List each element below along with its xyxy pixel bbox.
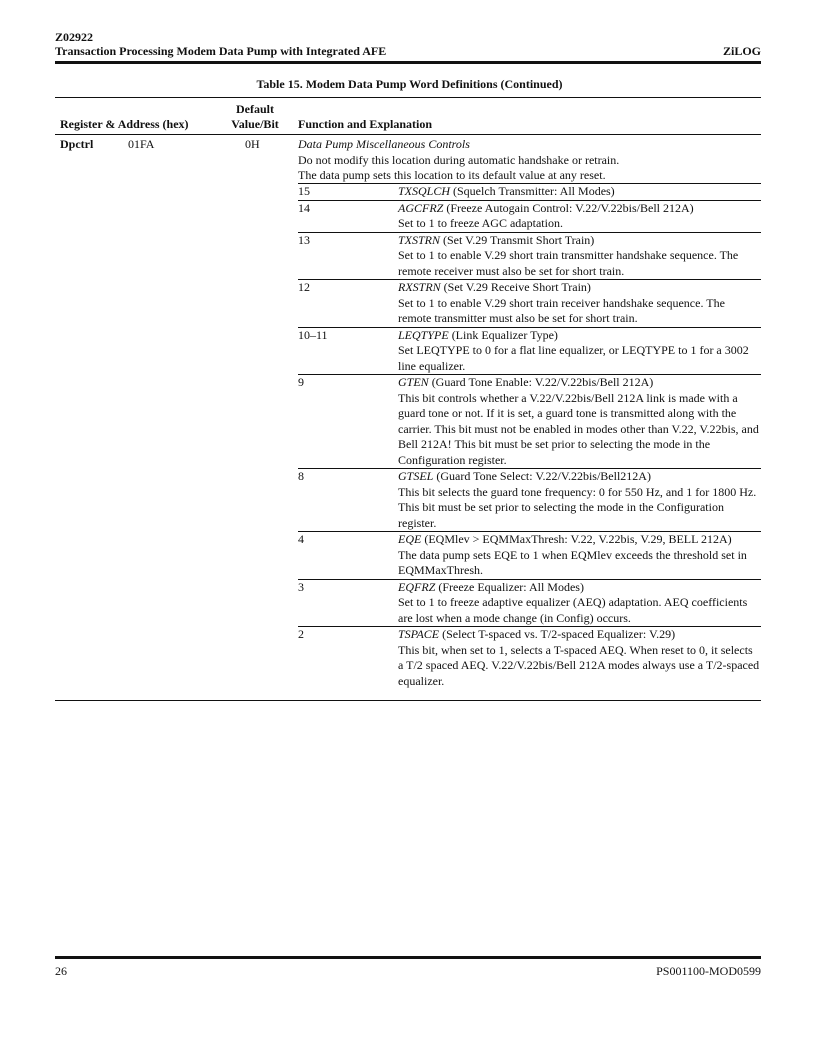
brand-name: ZiLOG xyxy=(722,44,761,58)
bit-text: This bit controls whether a V.22/V.22bis/Bell 212A link is made with a guard tone or not. If it is set, a guard tone is transmitted along with the carrier. This bit must not be enabled in modes other than V.22, V.22bis, and Bell 212A! This bit must be set prior to selecting the mode in the Configuration register. xyxy=(398,390,759,467)
bit-number: 15 xyxy=(298,184,310,198)
bit-title: (Freeze Autogain Control: V.22/V.22bis/Bell 212A) xyxy=(443,200,694,215)
bit-row xyxy=(298,468,761,531)
bit-list xyxy=(298,183,761,689)
footer-rule xyxy=(55,956,761,959)
bit-number: 3 xyxy=(298,579,304,594)
register-note-2: The data pump sets this location to its default value at any reset. xyxy=(298,168,606,182)
col-header-default xyxy=(215,102,295,132)
register-address: 01FA xyxy=(128,137,155,151)
bit-description xyxy=(398,532,761,579)
bit-name: GTSEL xyxy=(398,469,434,483)
bit-number: 4 xyxy=(298,532,304,546)
bit-number: 9 xyxy=(298,375,304,389)
bit-description xyxy=(398,233,761,280)
bit-number: 13 xyxy=(298,232,310,247)
bit-name: EQFRZ xyxy=(398,579,436,594)
bit-name: TXSQLCH xyxy=(398,184,451,198)
doc-code: PS001100-MOD0599 xyxy=(656,964,761,978)
bit-title: (Link Equalizer Type) xyxy=(448,327,558,342)
bit-name: TSPACE xyxy=(398,627,440,641)
bit-row xyxy=(298,579,761,627)
bit-title: (Select T-spaced vs. T/2-spaced Equalizer: V.29) xyxy=(439,627,676,641)
bit-number: 10–11 xyxy=(298,327,328,342)
bit-description xyxy=(398,627,761,689)
register-name: Dpctrl xyxy=(60,137,94,151)
table-bottom-rule xyxy=(55,700,761,701)
table-caption: Table 15. Modem Data Pump Word Definitions (Continued) xyxy=(256,77,563,91)
bit-text: Set to 1 to enable V.29 short train receiver handshake sequence. The remote transmitter must also be set for short train. xyxy=(398,295,725,325)
default-value: 0H xyxy=(245,137,260,151)
bit-description xyxy=(398,328,761,375)
page-footer xyxy=(55,956,761,979)
header-rule xyxy=(55,61,761,64)
register-title: Data Pump Miscellaneous Controls xyxy=(298,137,470,151)
bit-row xyxy=(298,279,761,327)
bit-row xyxy=(298,374,761,468)
bit-text: Set to 1 to freeze AGC adaptation. xyxy=(398,216,563,230)
bit-name: RXSTRN xyxy=(398,280,441,294)
bit-title: (Freeze Equalizer: All Modes) xyxy=(435,579,584,594)
bit-row xyxy=(298,626,761,689)
bit-text: Set LEQTYPE to 0 for a flat line equalizer, or LEQTYPE to 1 for a 3002 line equalizer. xyxy=(398,343,749,373)
doc-title: Transaction Processing Modem Data Pump with Integrated AFE xyxy=(55,44,387,58)
bit-text: The data pump sets EQE to 1 when EQMlev exceeds the threshold set in EQMMaxThresh. xyxy=(398,547,747,577)
bit-name: EQE xyxy=(398,532,422,546)
bit-number: 12 xyxy=(298,280,310,294)
bit-row xyxy=(298,183,761,200)
bit-name: AGCFRZ xyxy=(398,200,444,215)
bit-title: (Set V.29 Receive Short Train) xyxy=(440,280,591,294)
bit-title: (Squelch Transmitter: All Modes) xyxy=(450,184,615,198)
bit-description xyxy=(398,184,761,200)
bit-name: LEQTYPE xyxy=(398,327,449,342)
register-description xyxy=(298,137,761,184)
bit-text: This bit, when set to 1, selects a T-spaced AEQ. When reset to 0, it selects a T/2 spaced AEQ. V.22/V.22bis/Bell 212A modes always use a T/2-spaced equalizer. xyxy=(398,642,760,688)
bit-text: This bit selects the guard tone frequency: 0 for 550 Hz, and 1 for 1800 Hz. This bit must be set prior to selecting the mode in the Configuration register. xyxy=(398,484,757,530)
footer-row xyxy=(55,964,761,979)
bit-row xyxy=(298,200,761,232)
bit-row xyxy=(298,531,761,579)
bit-number: 8 xyxy=(298,469,304,483)
bit-name: GTEN xyxy=(398,375,429,389)
bit-title: (Guard Tone Select: V.22/V.22bis/Bell212A) xyxy=(433,469,651,483)
col-header-register: Register & Address (hex) xyxy=(60,117,189,131)
bit-description xyxy=(398,280,761,327)
header-title-row xyxy=(55,44,761,58)
bit-name: TXSTRN xyxy=(398,232,441,247)
col-header-default-line2: Value/Bit xyxy=(231,117,279,131)
bit-number: 2 xyxy=(298,627,304,641)
col-header-default-line1: Default xyxy=(236,102,274,116)
bit-row xyxy=(298,232,761,280)
register-note-1: Do not modify this location during automatic handshake or retrain. xyxy=(298,152,620,167)
bit-row xyxy=(298,327,761,375)
bit-description xyxy=(398,469,761,531)
col-header-function: Function and Explanation xyxy=(298,117,433,131)
page-number: 26 xyxy=(55,964,67,978)
table-top-rule xyxy=(55,97,761,98)
bit-description xyxy=(398,375,761,468)
bit-title: (EQMlev > EQMMaxThresh: V.22, V.22bis, V.29, BELL 212A) xyxy=(421,532,732,546)
bit-title: (Guard Tone Enable: V.22/V.22bis/Bell 212A) xyxy=(428,375,654,389)
header-bottom-rule xyxy=(55,134,761,135)
bit-description xyxy=(398,580,761,627)
doc-id: Z02922 xyxy=(55,30,94,44)
bit-text: Set to 1 to freeze adaptive equalizer (AEQ) adaptation. AEQ coefficients are lost when a mode change (in Config) occurs. xyxy=(398,595,748,625)
bit-title: (Set V.29 Transmit Short Train) xyxy=(440,232,595,247)
bit-number: 14 xyxy=(298,200,310,215)
bit-description xyxy=(398,201,761,232)
page-header xyxy=(55,30,761,58)
bit-text: Set to 1 to enable V.29 short train transmitter handshake sequence. The remote receiver must also be set for short train. xyxy=(398,248,739,278)
